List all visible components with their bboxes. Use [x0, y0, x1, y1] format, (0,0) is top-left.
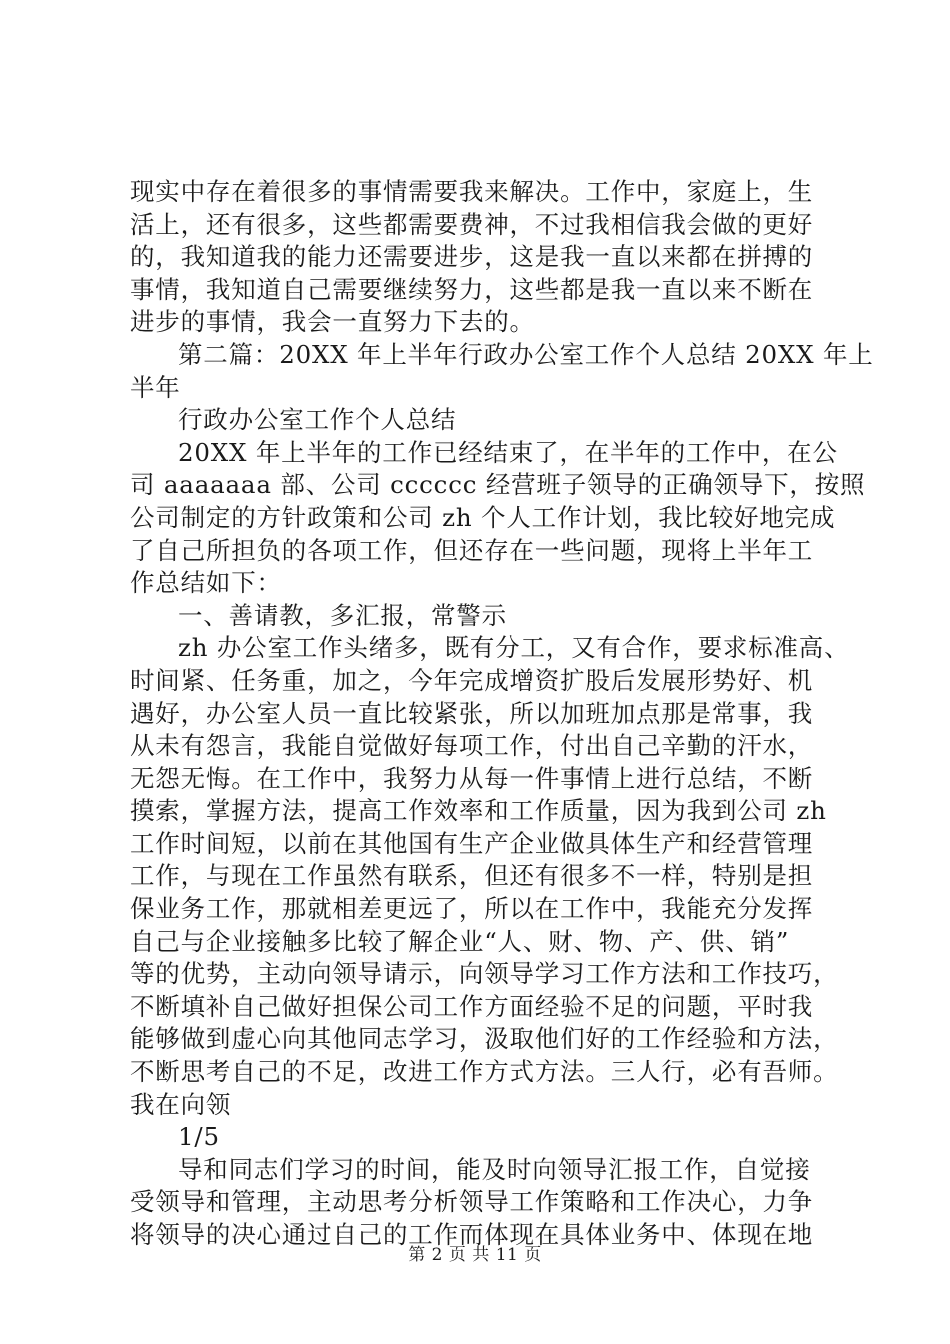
text-line: 时间紧、任务重，加之，今年完成增资扩股后发展形势好、机 [130, 665, 814, 695]
text-line: 司 aaaaaaa 部、公司 cccccc 经营班子领导的正确领导下，按照 [130, 470, 866, 500]
text-line: 进步的事情，我会一直努力下去的。 [130, 307, 535, 337]
text-line: 行政办公室工作个人总结 [178, 405, 457, 435]
text-line: 保业务工作，那就相差更远了，所以在工作中，我能充分发挥 [130, 894, 814, 924]
text-line: 公司制定的方针政策和公司 zh 个人工作计划，我比较好地完成 [130, 502, 836, 532]
text-line: 的，我知道我的能力还需要进步，这是我一直以来都在拼搏的 [130, 242, 814, 272]
text-line: 不断填补自己做好担保公司工作方面经验不足的问题，平时我 [130, 991, 814, 1021]
text-line: 能够做到虚心向其他同志学习，汲取他们好的工作经验和方法， [130, 1024, 839, 1054]
page-footer: 第 2 页 共 11 页 [408, 1245, 542, 1265]
text-line: 事情，我知道自己需要继续努力，这些都是我一直以来不断在 [130, 274, 814, 304]
text-line: 将领导的决心通过自己的工作而体现在具体业务中、体现在地 [130, 1220, 814, 1249]
text-line: 从未有怨言，我能自觉做好每项工作，付出自己辛勤的汗水， [130, 731, 814, 761]
text-line: 摸索，掌握方法，提高工作效率和工作质量，因为我到公司 zh [130, 796, 827, 826]
text-line: 自己与企业接触多比较了解企业“人、财、物、产、供、销” [130, 926, 790, 956]
text-line: zh 办公室工作头绪多，既有分工，又有合作，要求标准高、 [178, 633, 850, 663]
text-line: 作总结如下： [130, 568, 282, 598]
text-line: 现实中存在着很多的事情需要我来解决。工作中，家庭上，生 [130, 177, 814, 206]
text-line: 无怨无悔。在工作中，我努力从每一件事情上进行总结，不断 [130, 763, 814, 793]
text-line: 半年 [130, 372, 181, 402]
text-line: 了自己所担负的各项工作，但还存在一些问题，现将上半年工 [130, 535, 814, 565]
text-line: 等的优势，主动向领导请示，向领导学习工作方法和工作技巧， [130, 959, 839, 989]
document-body [130, 176, 874, 1252]
text-line: 工作，与现在工作虽然有联系，但还有很多不一样，特别是担 [130, 861, 814, 891]
text-line: 活上，还有很多，这些都需要费神，不过我相信我会做的更好 [130, 209, 814, 239]
text-line: 不断思考自己的不足，改进工作方式方法。三人行，必有吾师。 [130, 1057, 839, 1087]
text-line: 1/5 [178, 1122, 220, 1152]
text-line: 我在向领 [130, 1089, 232, 1119]
text-line: 20XX 年上半年的工作已经结束了，在半年的工作中，在公 [178, 437, 838, 467]
text-line: 导和同志们学习的时间，能及时向领导汇报工作，自觉接 [178, 1154, 811, 1184]
text-line: 工作时间短，以前在其他国有生产企业做具体生产和经营管理 [130, 828, 814, 858]
text-line: 遇好，办公室人员一直比较紧张，所以加班加点那是常事，我 [130, 698, 814, 728]
text-line: 受领导和管理，主动思考分析领导工作策略和工作决心，力争 [130, 1187, 814, 1217]
text-line: 一、善请教，多汇报，常警示 [178, 600, 507, 630]
text-line: 第二篇：20XX 年上半年行政办公室工作个人总结 20XX 年上 [178, 339, 874, 369]
